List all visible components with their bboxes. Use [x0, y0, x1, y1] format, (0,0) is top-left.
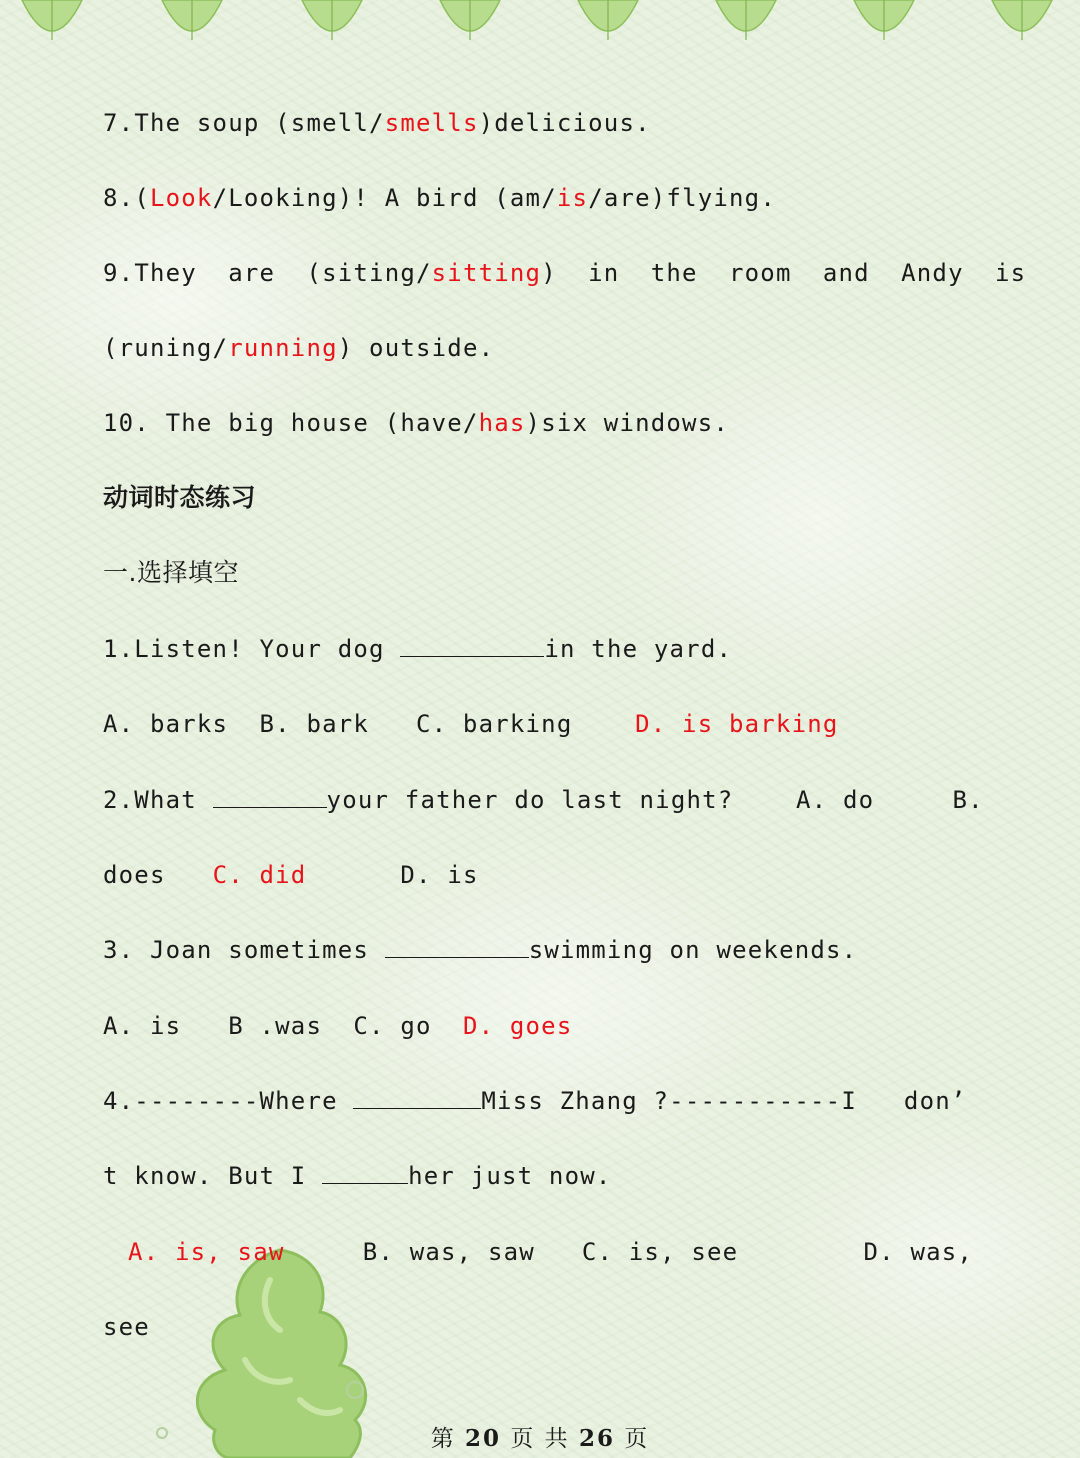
answer-text: C. did	[212, 861, 307, 889]
question-2: 2.What your father do last night? A. do B.	[103, 786, 984, 814]
exercise-line-10: 10. The big house (have/has)six windows.	[103, 409, 729, 437]
subsection-title: 一.选择填空	[103, 558, 239, 587]
answer-blank	[213, 785, 327, 808]
question-4-options-cont: see	[103, 1313, 150, 1341]
answer-text: sitting	[431, 259, 542, 287]
exercise-line-9-cont: (runing/running) outside.	[103, 334, 495, 362]
question-4-cont: t know. But I her just now.	[103, 1162, 612, 1190]
answer-text: is	[556, 184, 589, 212]
answer-text: running	[228, 334, 338, 362]
answer-blank	[322, 1161, 408, 1184]
exercise-line-8: 8.(Look/Looking)! A bird (am/is/are)flying.	[103, 184, 776, 212]
question-4: 4.--------Where Miss Zhang ?-----------I don’	[103, 1087, 967, 1115]
exercise-line-9: 9.They are (siting/sitting) in the room and Andy is	[103, 259, 1027, 287]
question-3-options: A. is B .was C. go D. goes	[103, 1012, 573, 1040]
question-3: 3. Joan sometimes swimming on weekends.	[103, 936, 858, 964]
question-2-options: does C. did D. is	[103, 861, 479, 889]
answer-blank	[385, 935, 529, 958]
answer-text: smells	[384, 109, 479, 137]
question-4-options: A. is, saw B. was, saw C. is, see D. was,	[128, 1238, 974, 1266]
current-page-number: 20	[465, 1425, 502, 1452]
total-pages: 26	[578, 1425, 615, 1452]
answer-blank	[400, 634, 544, 657]
question-1-options: A. barks B. bark C. barking D. is barking	[103, 710, 839, 738]
exercise-line-7: 7.The soup (smell/smells)delicious.	[103, 109, 651, 137]
page-footer: 第 20 页 共 26 页	[430, 1425, 650, 1452]
answer-text: Look	[149, 184, 213, 212]
answer-text: has	[478, 409, 526, 437]
leaf-border-decoration	[0, 0, 1080, 60]
question-1: 1.Listen! Your dog in the yard.	[103, 635, 733, 663]
answer-text: A. is, saw	[128, 1238, 285, 1266]
section-title: 动词时态练习	[103, 483, 257, 512]
answer-text: D. is barking	[635, 710, 839, 738]
answer-text: D. goes	[462, 1012, 573, 1040]
answer-blank	[353, 1086, 481, 1109]
